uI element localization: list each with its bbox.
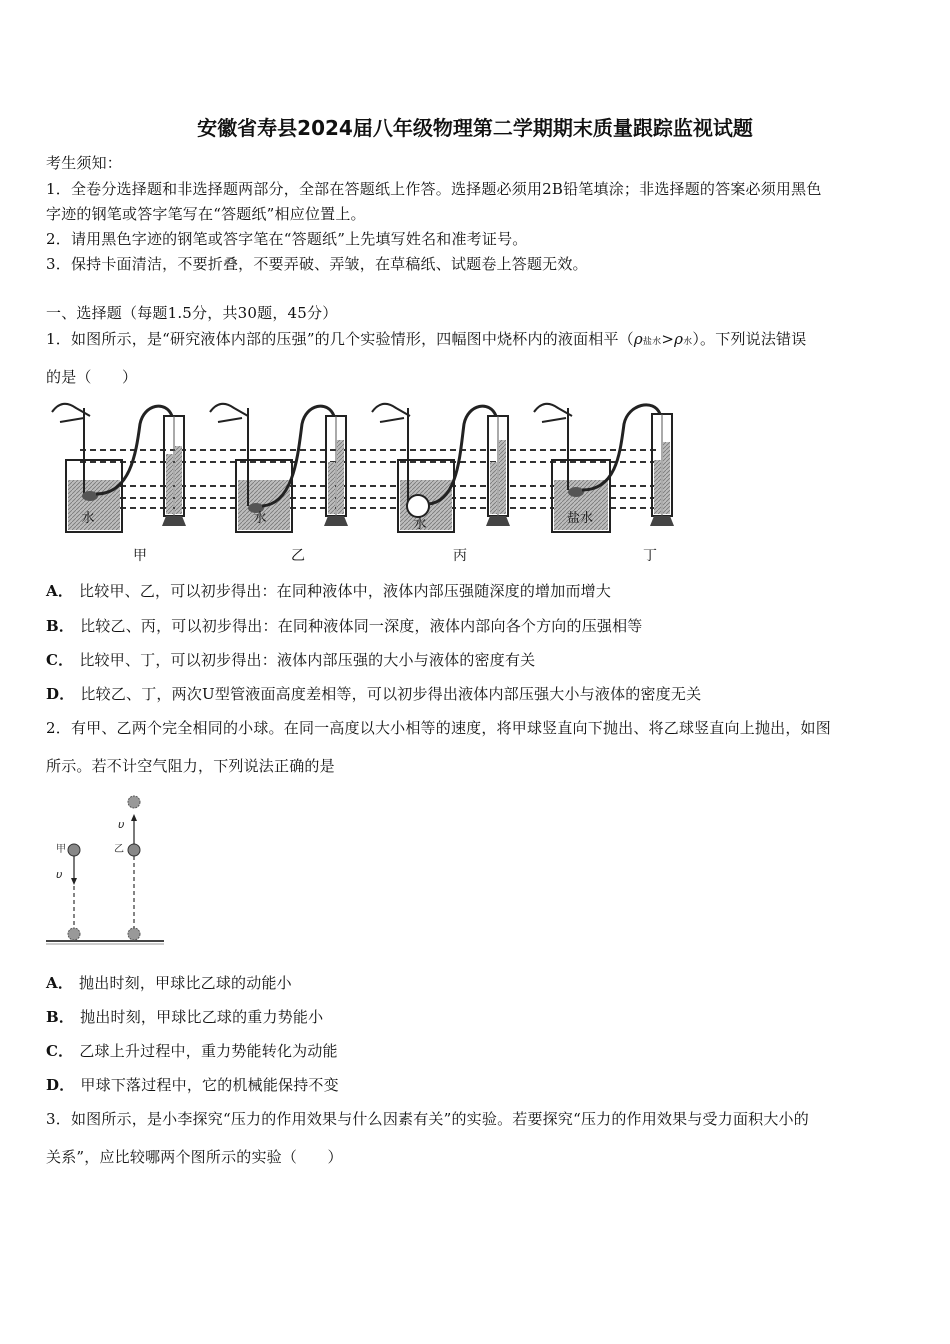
- q2-option-d: D． 甲球下落过程中，它的机械能保持不变: [46, 1076, 339, 1094]
- u-tube-stand: [324, 516, 348, 526]
- hand-icon: [372, 404, 410, 416]
- subscript-salt-water: 盐水: [642, 337, 662, 347]
- ball-ghost: [128, 928, 140, 940]
- rho-symbol: ρ: [633, 330, 643, 348]
- setup-jia: [52, 404, 186, 564]
- q2-balls-figure: [44, 790, 174, 950]
- probe-head: [407, 495, 429, 517]
- hand-icon: [542, 418, 566, 422]
- u-tube-stand: [486, 516, 510, 526]
- subscript-water: 水: [683, 337, 693, 347]
- u-tube-stand: [650, 516, 674, 526]
- q1-option-c: C． 比较甲、丁，可以初步得出：液体内部压强的大小与液体的密度有关: [46, 651, 536, 669]
- page-title: 安徽省寿县2024届八年级物理第二学期期末质量跟踪监视试题: [197, 116, 753, 140]
- ball-ghost: [68, 928, 80, 940]
- q1-stem-a: 1．如图所示，是“研究液体内部的压强”的几个实验情形，四幅图中烧杯内的液面相平（: [46, 330, 634, 348]
- hand-icon: [534, 404, 572, 416]
- velocity-label: υ: [118, 818, 125, 831]
- rho-symbol: ρ: [674, 330, 684, 348]
- q1-stem-b: ）。下列说法错误: [692, 330, 807, 348]
- figure-caption: 丙: [453, 548, 467, 564]
- arrow-down-icon: [71, 878, 77, 885]
- setup-ding: [534, 404, 674, 564]
- probe-head: [82, 491, 98, 501]
- q1-stem: [46, 328, 806, 349]
- q1-option-b: B． 比较乙、丙，可以初步得出：在同种液体同一深度，液体内部向各个方向的压强相等: [46, 617, 643, 635]
- hand-icon: [60, 418, 84, 422]
- notice-item: 字迹的钢笔或答字笔写在“答题纸”相应位置上。: [46, 205, 366, 223]
- ball-label-jia: 甲: [56, 844, 66, 855]
- figure-caption: 丁: [643, 548, 657, 564]
- arrow-up-icon: [131, 814, 137, 821]
- setup-bing: [372, 404, 510, 564]
- hand-icon: [210, 404, 248, 416]
- q1-stem-c: 的是（ ）: [46, 368, 138, 386]
- q2-option-c: C． 乙球上升过程中，重力势能转化为动能: [46, 1042, 338, 1060]
- ball-jia: [68, 844, 80, 856]
- beaker-label: 水: [81, 511, 95, 526]
- probe-head: [568, 487, 584, 497]
- beaker-label: 水: [253, 511, 267, 526]
- ball-yi: [128, 844, 140, 856]
- figure-caption: 乙: [291, 548, 305, 564]
- beaker-label: 盐水: [566, 511, 594, 526]
- ball-ghost: [128, 796, 140, 808]
- figure-caption: 甲: [133, 548, 147, 564]
- q2-stem-a: 2．有甲、乙两个完全相同的小球。在同一高度以大小相等的速度，将甲球竖直向下抛出、将乙球竖直向上抛出，如图: [46, 719, 831, 737]
- notice-item: 3．保持卡面清洁，不要折叠，不要弄破、弄皱，在草稿纸、试题卷上答题无效。: [46, 255, 588, 273]
- q1-pressure-figure: [40, 394, 680, 566]
- q3-stem-b: 关系”，应比较哪两个图所示的实验（ ）: [46, 1148, 343, 1166]
- hand-icon: [218, 418, 242, 422]
- velocity-label: υ: [56, 868, 63, 881]
- q3-stem-a: 3．如图所示，是小李探究“压力的作用效果与什么因素有关”的实验。若要探究“压力的作用效果与受力面积大小的: [46, 1110, 809, 1128]
- notice-heading: 考生须知：: [46, 154, 123, 172]
- notice-item: 2．请用黑色字迹的钢笔或答字笔在“答题纸”上先填写姓名和准考证号。: [46, 230, 528, 248]
- beaker-label: 水: [413, 517, 427, 532]
- q1-option-d: D． 比较乙、丁，两次U型管液面高度差相等，可以初步得出液体内部压强大小与液体的密度无关: [46, 685, 702, 703]
- notice-item: 1．全卷分选择题和非选择题两部分，全部在答题纸上作答。选择题必须用2B铅笔填涂；非选择题的答案必须用黑色: [46, 180, 822, 198]
- setup-yi: [210, 404, 348, 564]
- q2-option-a: A． 抛出时刻，甲球比乙球的动能小: [46, 974, 292, 992]
- hand-icon: [380, 418, 404, 422]
- q2-option-b: B． 抛出时刻，甲球比乙球的重力势能小: [46, 1008, 324, 1026]
- q1-option-a: A． 比较甲、乙，可以初步得出：在同种液体中，液体内部压强随深度的增加而增大: [46, 582, 612, 600]
- rubber-tube: [582, 405, 660, 490]
- ball-label-yi: 乙: [114, 844, 124, 855]
- greater-than: >: [661, 330, 675, 348]
- u-tube-stand: [162, 516, 186, 526]
- q2-stem-b: 所示。若不计空气阻力，下列说法正确的是: [46, 757, 335, 775]
- section-heading: 一、选择题（每题1.5分，共30题，45分）: [46, 304, 338, 322]
